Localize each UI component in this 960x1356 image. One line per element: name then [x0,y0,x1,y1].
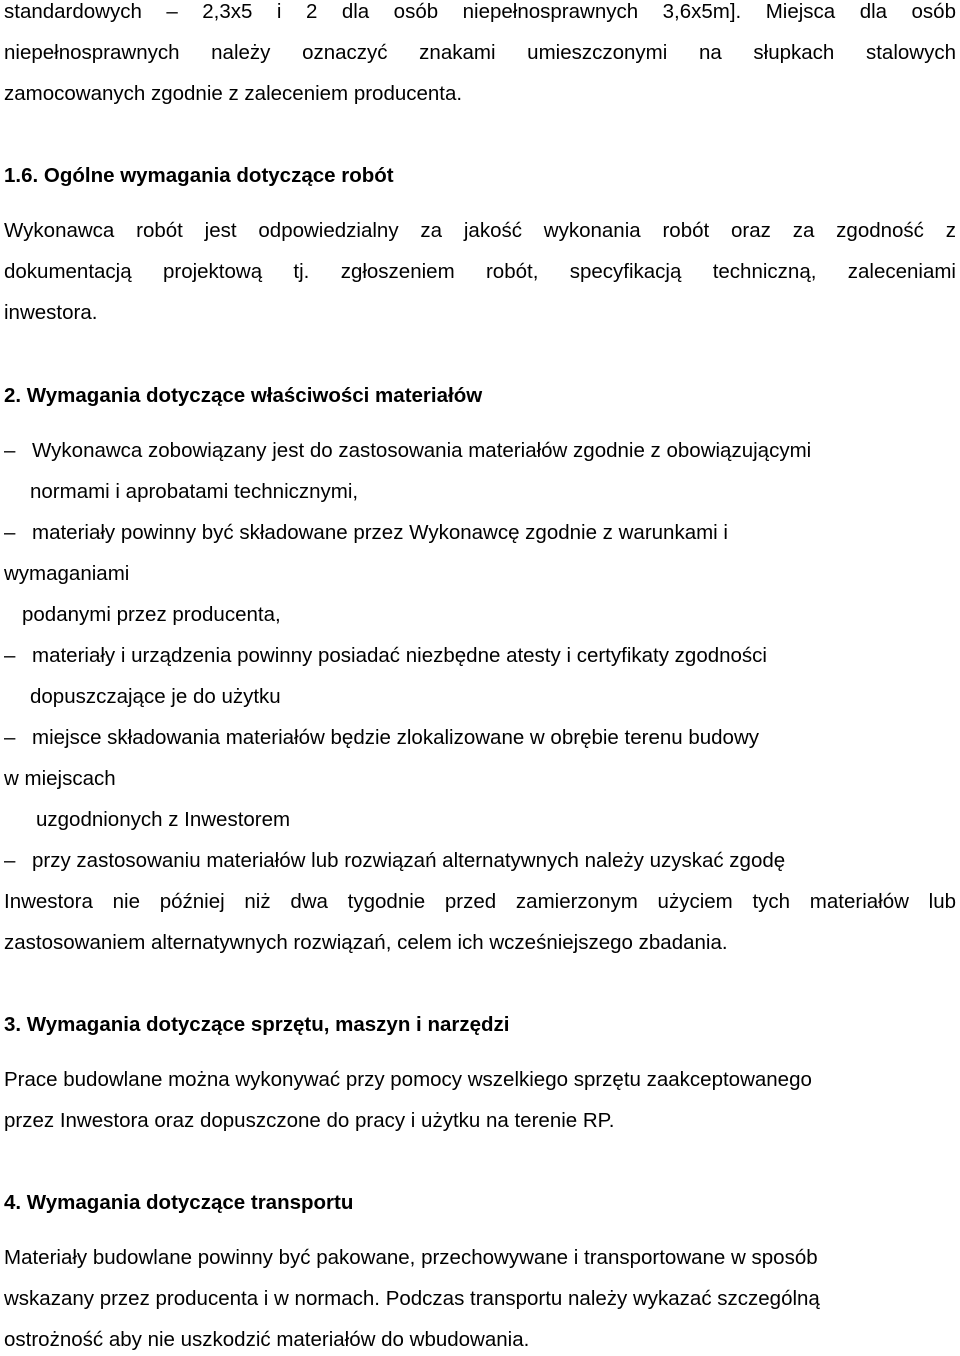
dash-marker: – [4,644,16,667]
section-4-line-2: wskazany przez producenta i w normach. Podczas transportu należy wykazać szczególną [4,1287,820,1310]
intro-line-2: niepełnosprawnych należy oznaczyć znakami umieszczonymi na słupkach stalowych [4,41,956,64]
bullet-5-line-3: zastosowaniem alternatywnych rozwiązań, celem ich wcześniejszego zbadania. [4,931,728,954]
bullet-3-line-1: materiały i urządzenia powinny posiadać niezbędne atesty i certyfikaty zgodności [32,644,767,667]
section-4-line-3: ostrożność aby nie uszkodzić materiałów do wbudowania. [4,1328,530,1351]
bullet-1-line-2: normami i aprobatami technicznymi, [30,480,359,503]
section-1-6-line-1: Wykonawca robót jest odpowiedzialny za jakość wykonania robót oraz za zgodność z [4,219,956,242]
bullet-4-line-1: miejsce składowania materiałów będzie zlokalizowane w obrębie terenu budowy [32,726,759,749]
section-4-line-1: Materiały budowlane powinny być pakowane, przechowywane i transportowane w sposób [4,1246,818,1269]
bullet-2-line-2: wymaganiami [4,562,130,585]
bullet-5 [4,849,956,873]
bullet-4 [4,726,956,750]
bullet-4-line-3: uzgodnionych z Inwestorem [36,808,291,831]
intro-line-1: standardowych – 2,3x5 i 2 dla osób niepełnosprawnych 3,6x5m]. Miejsca dla osób [4,0,956,23]
intro-line-3: zamocowanych zgodnie z zaleceniem producenta. [4,82,463,105]
section-1-6-line-3: inwestora. [4,301,98,324]
section-1-6-line-2: dokumentacją projektową tj. zgłoszeniem robót, specyfikacją techniczną, zaleceniami [4,260,956,283]
section-1-6-heading: 1.6. Ogólne wymagania dotyczące robót [4,164,394,187]
bullet-5-line-2: Inwestora nie później niż dwa tygodnie przed zamierzonym użyciem tych materiałów lub [4,890,956,913]
section-3-line-2: przez Inwestora oraz dopuszczone do pracy i użytku na terenie RP. [4,1109,615,1132]
bullet-2 [4,521,956,545]
bullet-1 [4,439,956,463]
bullet-2-line-1: materiały powinny być składowane przez Wykonawcę zgodnie z warunkami i [32,521,728,544]
bullet-4-line-2: w miejscach [4,767,116,790]
bullet-5-line-1: przy zastosowaniu materiałów lub rozwiązań alternatywnych należy uzyskać zgodę [32,849,786,872]
bullet-3-line-2: dopuszczające je do użytku [30,685,281,708]
bullet-1-line-1: Wykonawca zobowiązany jest do zastosowania materiałów zgodnie z obowiązującymi [32,439,812,462]
section-2-heading: 2. Wymagania dotyczące właściwości materiałów [4,384,483,407]
dash-marker: – [4,726,16,749]
dash-marker: – [4,521,16,544]
dash-marker: – [4,439,16,462]
bullet-3 [4,644,956,668]
bullet-2-line-3: podanymi przez producenta, [22,603,281,626]
section-3-heading: 3. Wymagania dotyczące sprzętu, maszyn i narzędzi [4,1013,510,1036]
section-3-line-1: Prace budowlane można wykonywać przy pomocy wszelkiego sprzętu zaakceptowanego [4,1068,812,1091]
section-4-heading: 4. Wymagania dotyczące transportu [4,1191,354,1214]
dash-marker: – [4,849,16,872]
